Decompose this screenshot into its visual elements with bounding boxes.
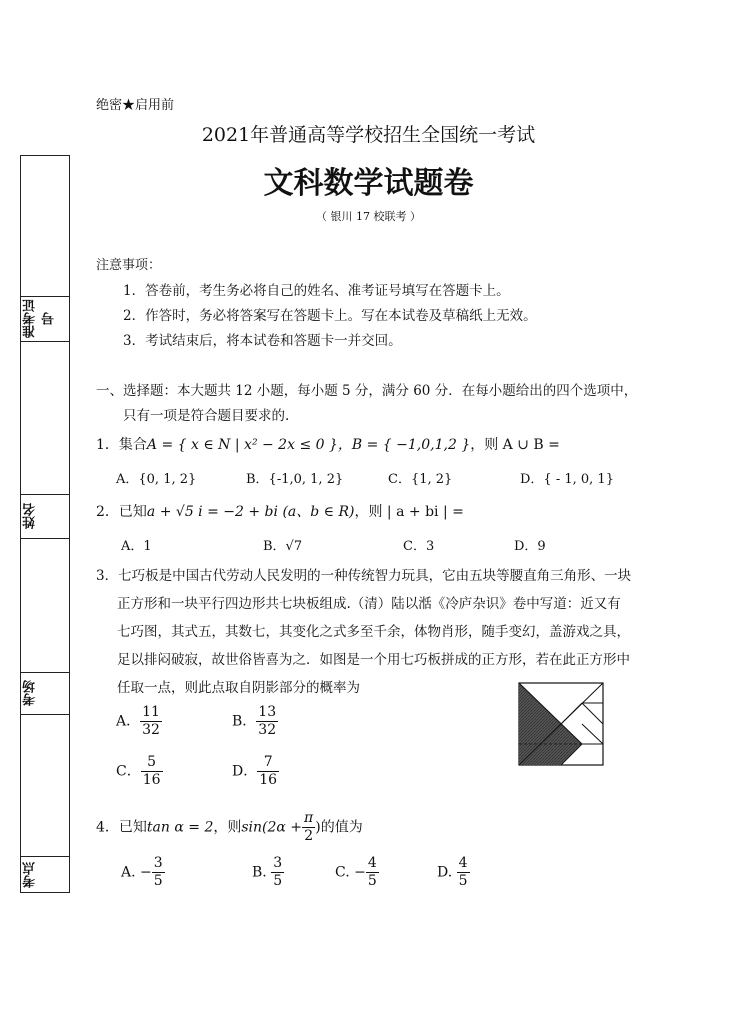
confidential-mark: 绝密★启用前	[96, 98, 175, 113]
tangram-figure	[518, 682, 604, 766]
q1-option-c: C．{1, 2}	[388, 472, 453, 487]
question-3-line: 任取一点，则此点取自阴影部分的概率为	[117, 680, 360, 696]
notice-item: 3．考试结束后，将本试卷和答题卡一并交回。	[123, 333, 402, 349]
paper-title: 文科数学试题卷	[263, 166, 474, 201]
question-3-line: 正方形和一块平行四边形共七块板组成.（清）陆以湉《冷庐杂识》卷中写道：近又有	[117, 596, 621, 612]
section-heading-cont: 只有一项是符合题目要求的.	[123, 408, 290, 424]
section-heading: 一、选择题：本大题共 12 小题，每小题 5 分，满分 60 分．在每小题给出的四个选项中，	[96, 383, 638, 399]
sidebar-label-exam-id: 准考证号	[23, 299, 57, 339]
q4-option-a: A. − $\frac{3}{5}$	[121, 855, 163, 889]
question-3-line: 足以排闷破寂，故世俗皆喜为之．如图是一个用七巧板拼成的正方形，若在此正方形中	[117, 652, 630, 668]
q3-option-d: D． $\frac{7}{16}$	[232, 754, 278, 788]
sidebar-label-name: 姓名	[23, 503, 38, 529]
q1-option-d: D．{ - 1, 0, 1}	[520, 472, 614, 487]
sidebar-label-exam-room: 考场	[23, 680, 38, 706]
question-4-stem: 4．已知tan α = 2，则sin(2α + $\frac{\pi}{2}$ )的值为	[96, 810, 363, 844]
q2-option-c: C．3	[403, 539, 435, 554]
q4-option-d: D. $\frac{4}{5}$	[437, 855, 468, 889]
notice-item: 2．作答时，务必将答案写在答题卡上。写在本试卷及草稿纸上无效。	[123, 308, 537, 324]
q2-option-d: D．9	[514, 539, 546, 554]
paper-subtitle: （ 银川 17 校联考 ）	[316, 210, 421, 223]
candidate-info-sidebar	[20, 155, 70, 893]
q4-option-c: C. − $\frac{4}{5}$	[335, 855, 377, 889]
q2-option-a: A．1	[121, 539, 152, 554]
q4-option-b: B. $\frac{3}{5}$	[252, 855, 283, 889]
notice-title: 注意事项：	[96, 258, 162, 273]
q1-option-b: B．{-1,0, 1, 2}	[246, 472, 344, 487]
q2-option-b: B．√7	[263, 539, 303, 554]
sidebar-label-exam-site: 考点	[23, 862, 38, 888]
notice-item: 1．答卷前，考生务必将自己的姓名、准考证号填写在答题卡上。	[123, 283, 510, 299]
question-3-line: 3．七巧板是中国古代劳动人民发明的一种传统智力玩具，它由五块等腰直角三角形、一块	[96, 568, 632, 584]
q3-option-a: A． $\frac{11}{32}$	[116, 704, 160, 738]
exam-title: 2021年普通高等学校招生全国统一考试	[201, 124, 536, 146]
q1-option-a: A．{0, 1, 2}	[116, 472, 197, 487]
question-3-line: 七巧图，其式五，其数七，其变化之式多至千余，体物肖形，随手变幻，盖游戏之具，	[117, 624, 630, 640]
q3-option-b: B． $\frac{13}{32}$	[232, 704, 277, 738]
q3-option-c: C． $\frac{5}{16}$	[116, 754, 161, 788]
question-2-stem: 2．已知a + √5 i = −2 + bi (a、b ∈ R)，则 | a + bi | =	[96, 504, 464, 520]
question-1-stem: 1．集合A = { x ∈ N | x² − 2x ≤ 0 }，B = { −1,0,1,2 }，则 A ∪ B =	[96, 437, 560, 453]
